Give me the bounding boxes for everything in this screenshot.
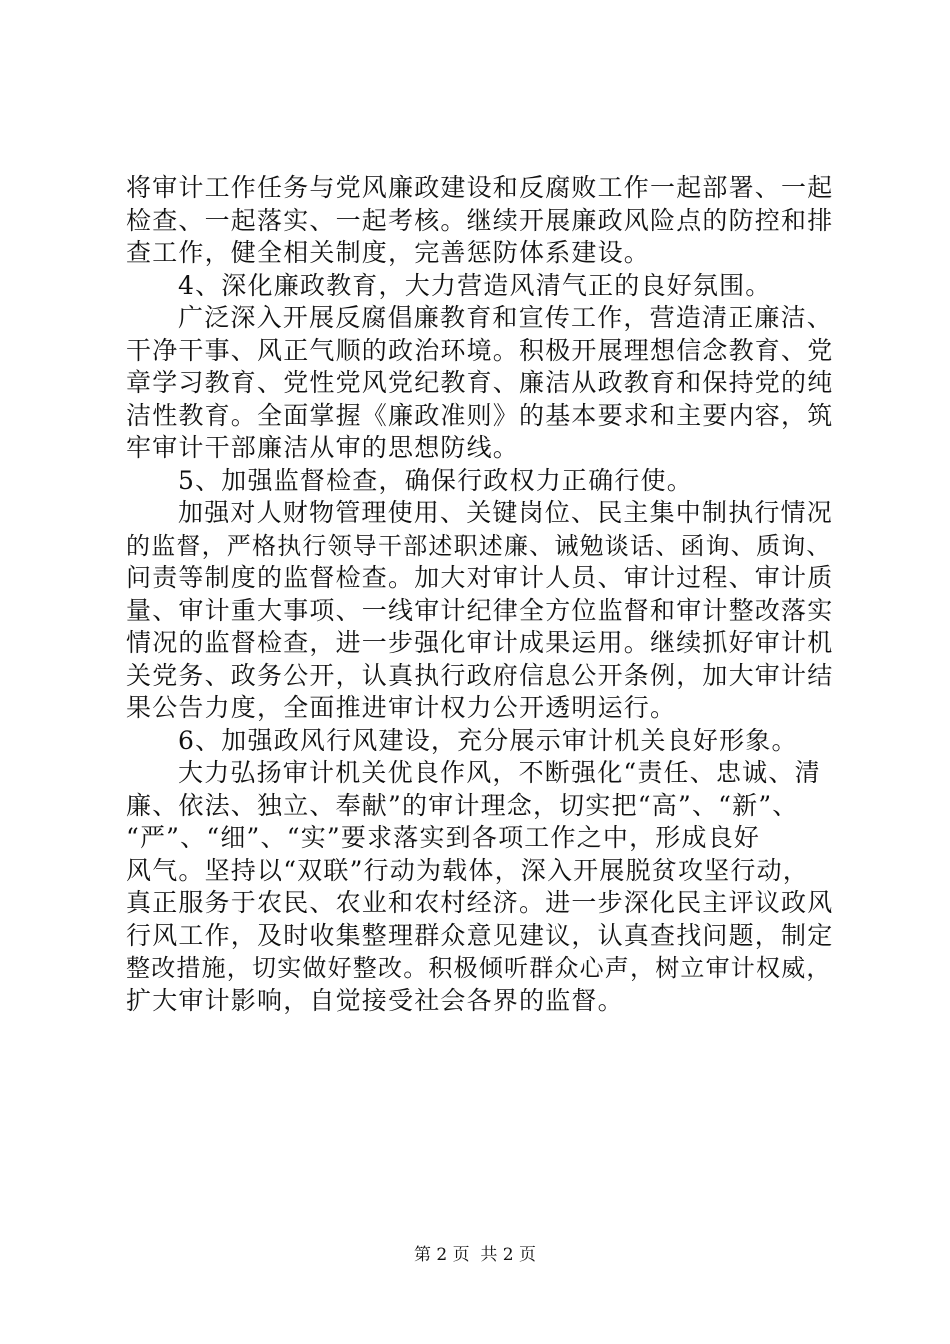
text-line: 果公告力度，全面推进审计权力公开透明运行。 [126,693,677,722]
text-line: 章学习教育、党性党风党纪教育、廉洁从政教育和保持党的纯 [126,368,834,397]
text-line: 查工作，健全相关制度，完善惩防体系建设。 [126,238,651,267]
page-number-footer: 第 2 页 共 2 页 [413,1245,537,1265]
text-line: 洁性教育。全面掌握《廉政准则》的基本要求和主要内容，筑 [126,400,834,430]
text-line: 牢审计干部廉洁从审的思想防线。 [126,433,520,462]
text-line: 廉、依法、独立、奉献”的审计理念，切实把“高”、“新”、 [126,790,799,820]
text-line: 大力弘扬审计机关优良作风，不断强化“责任、忠诚、清 [178,758,821,787]
text-line: 扩大审计影响，自觉接受社会各界的监督。 [126,985,624,1015]
text-line: 4、深化廉政教育，大力营造风清气正的良好氛围。 [178,270,772,300]
text-line: 检查、一起落实、一起考核。继续开展廉政风险点的防控和排 [126,205,834,235]
text-line: 6、加强政风行风建设，充分展示审计机关良好形象。 [178,725,798,755]
text-line: 情况的监督检查，进一步强化审计成果运用。继续抓好审计机 [126,628,834,657]
text-line: 广泛深入开展反腐倡廉教育和宣传工作，营造清正廉洁、 [178,303,834,332]
text-line: 将审计工作任务与党风廉政建设和反腐败工作一起部署、一起 [126,173,834,202]
text-line: 的监督，严格执行领导干部述职述廉、诫勉谈话、函询、质询、 [126,531,832,560]
text-line: 干净干事、风正气顺的政治环境。积极开展理想信念教育、党 [126,335,834,365]
document-body [126,172,841,1017]
text-line: 行风工作，及时收集整理群众意见建议，认真查找问题，制定 [126,920,834,950]
text-line: 量、审计重大事项、一线审计纪律全方位监督和审计整改落实 [126,595,834,625]
text-line: “严”、“细”、“实”要求落实到各项工作之中，形成良好 [126,823,761,852]
text-line: 关党务、政务公开，认真执行政府信息公开条例，加大审计结 [126,660,834,690]
text-line: 问责等制度的监督检查。加大对审计人员、审计过程、审计质 [126,563,834,592]
text-line: 整改措施，切实做好整改。积极倾听群众心声，树立审计权威， [126,954,832,982]
text-line: 真正服务于农民、农业和农村经济。进一步深化民主评议政风 [126,888,834,917]
text-line: 加强对人财物管理使用、关键岗位、民主集中制执行情况 [178,498,834,527]
text-line: 5、加强监督检查，确保行政权力正确行使。 [178,465,693,495]
text-line: 风气。坚持以“双联”行动为载体，深入开展脱贫攻坚行动， [126,855,809,885]
